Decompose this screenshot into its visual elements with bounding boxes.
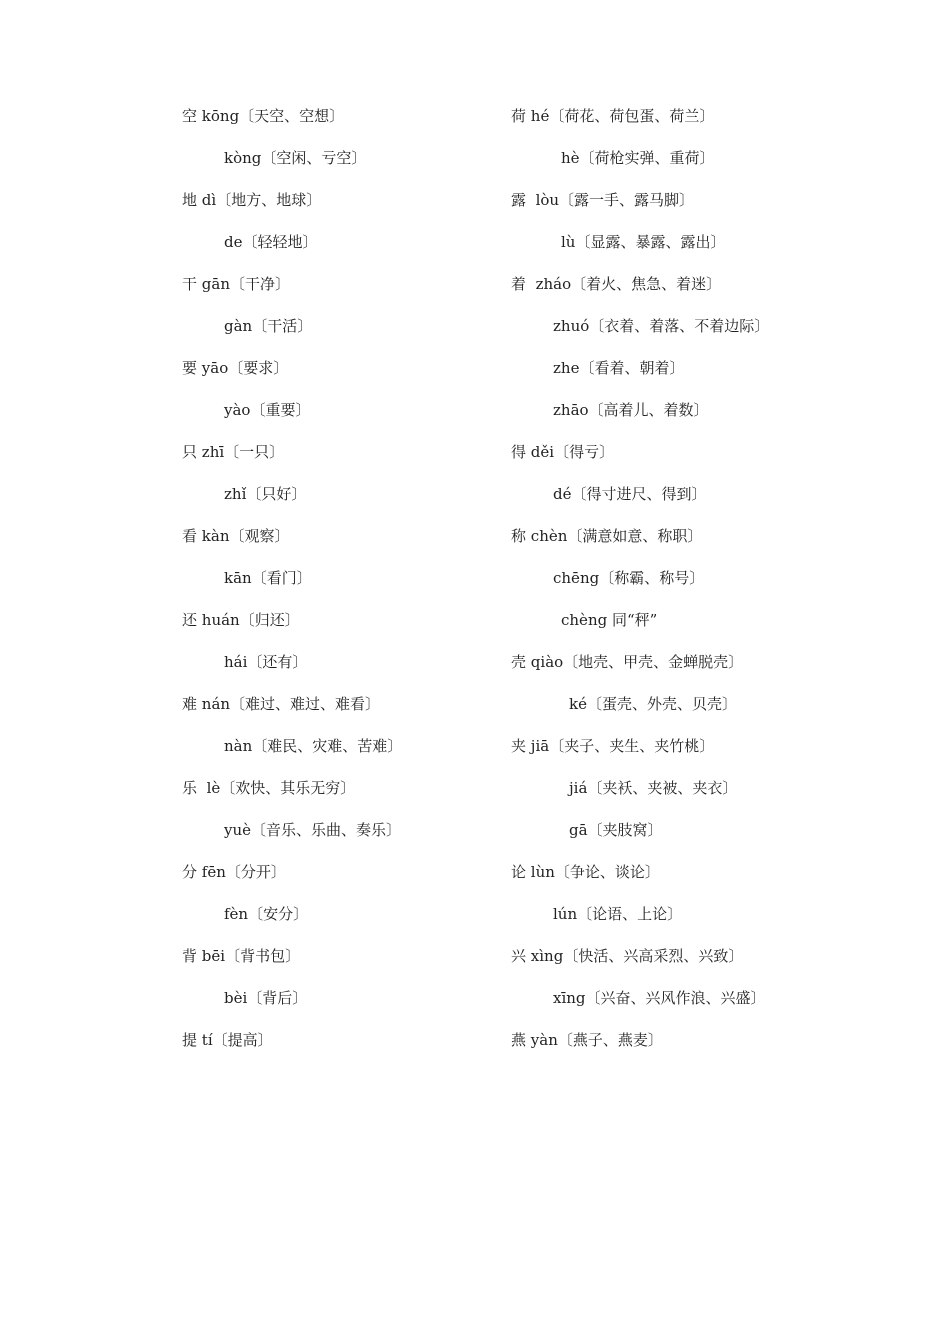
polyphone-entry (182, 607, 502, 649)
entry-pinyin-and-words: tí〔提高〕 (201, 1031, 273, 1049)
entry-pinyin-and-words: zháo〔着火、焦急、着迷〕 (535, 275, 722, 293)
polyphone-entry (182, 1027, 502, 1069)
entry-character: 分 (182, 863, 198, 881)
entry-character: 兴 (511, 947, 527, 965)
entry-pinyin-and-words: kōng〔天空、空想〕 (201, 107, 345, 125)
polyphone-entry (182, 271, 502, 313)
entry-pinyin-and-words: kàn〔观察〕 (201, 527, 290, 545)
entry-character: 空 (182, 107, 198, 125)
entry-pinyin-and-words: zhāo〔高着儿、着数〕 (553, 401, 709, 419)
entry-gap (526, 275, 536, 293)
entry-pinyin-and-words: qiào〔地壳、甲壳、金蝉脱壳〕 (530, 653, 744, 671)
polyphone-entry (511, 523, 931, 565)
pronunciation-variant (511, 313, 931, 355)
polyphone-entry (182, 187, 502, 229)
entry-pinyin-and-words: hè〔荷枪实弹、重荷〕 (561, 149, 715, 167)
entry-pinyin-and-words: děi〔得亏〕 (530, 443, 615, 461)
entry-pinyin-and-words: xìng〔快活、兴高采烈、兴致〕 (530, 947, 744, 965)
right-column (511, 103, 931, 1069)
entry-pinyin-and-words: lù〔显露、暴露、露出〕 (561, 233, 726, 251)
pronunciation-variant (182, 481, 502, 523)
entry-pinyin-and-words: nán〔难过、难过、难看〕 (201, 695, 381, 713)
entry-pinyin-and-words: huán〔归还〕 (201, 611, 300, 629)
entry-pinyin-and-words: yāo〔要求〕 (201, 359, 289, 377)
polyphone-entry (182, 859, 502, 901)
entry-pinyin-and-words: zhī〔一只〕 (201, 443, 285, 461)
entry-pinyin-and-words: zhuó〔衣着、着落、不着边际〕 (553, 317, 770, 335)
pronunciation-variant (511, 775, 931, 817)
entry-pinyin-and-words: bèi〔背后〕 (224, 989, 308, 1007)
entry-character: 着 (511, 275, 527, 293)
entry-pinyin-and-words: chèng 同“秤” (561, 611, 658, 629)
entry-pinyin-and-words: dì〔地方、地球〕 (201, 191, 322, 209)
entry-character: 提 (182, 1031, 198, 1049)
entry-character: 难 (182, 695, 198, 713)
entry-pinyin-and-words: lè〔欢快、其乐无穷〕 (206, 779, 356, 797)
entry-character: 论 (511, 863, 527, 881)
pronunciation-variant (511, 481, 931, 523)
entry-pinyin-and-words: gā〔夹肢窝〕 (569, 821, 663, 839)
entry-character: 还 (182, 611, 198, 629)
entry-pinyin-and-words: jiā〔夹子、夹生、夹竹桃〕 (530, 737, 715, 755)
entry-pinyin-and-words: chèn〔满意如意、称职〕 (530, 527, 703, 545)
polyphone-entry (511, 271, 931, 313)
entry-pinyin-and-words: gān〔干净〕 (201, 275, 291, 293)
pronunciation-variant (182, 565, 502, 607)
entry-pinyin-and-words: lòu〔露一手、露马脚〕 (535, 191, 695, 209)
pronunciation-variant (182, 817, 502, 859)
pronunciation-variant (511, 817, 931, 859)
polyphone-entry (511, 733, 931, 775)
entry-character: 夹 (511, 737, 527, 755)
entry-character: 地 (182, 191, 198, 209)
entry-pinyin-and-words: gàn〔干活〕 (224, 317, 313, 335)
entry-pinyin-and-words: nàn〔难民、灾难、苦难〕 (224, 737, 403, 755)
polyphone-entry (182, 775, 502, 817)
entry-character: 要 (182, 359, 198, 377)
pronunciation-variant (511, 397, 931, 439)
entry-pinyin-and-words: zhǐ〔只好〕 (224, 485, 307, 503)
polyphone-entry (511, 187, 931, 229)
entry-character: 露 (511, 191, 527, 209)
entry-pinyin-and-words: lún〔论语、上论〕 (553, 905, 683, 923)
entry-pinyin-and-words: yuè〔音乐、乐曲、奏乐〕 (224, 821, 402, 839)
polyphone-entry (182, 943, 502, 985)
polyphone-entry (511, 439, 931, 481)
polyphone-entry (182, 103, 502, 145)
left-column (182, 103, 502, 1069)
pronunciation-variant (511, 565, 931, 607)
polyphone-entry (511, 103, 931, 145)
entry-character: 得 (511, 443, 527, 461)
entry-pinyin-and-words: fēn〔分开〕 (201, 863, 286, 881)
polyphone-entry (182, 523, 502, 565)
entry-pinyin-and-words: jiá〔夹袄、夹被、夹衣〕 (569, 779, 738, 797)
entry-gap (526, 191, 536, 209)
entry-pinyin-and-words: yàn〔燕子、燕麦〕 (530, 1031, 663, 1049)
entry-pinyin-and-words: zhe〔看着、朝着〕 (553, 359, 685, 377)
pronunciation-variant (182, 145, 502, 187)
pronunciation-variant (182, 733, 502, 775)
pronunciation-variant (182, 985, 502, 1027)
entry-pinyin-and-words: hé〔荷花、荷包蛋、荷兰〕 (530, 107, 715, 125)
pronunciation-variant (511, 145, 931, 187)
polyphone-entry (511, 943, 931, 985)
entry-character: 干 (182, 275, 198, 293)
pronunciation-variant (511, 355, 931, 397)
entry-character: 背 (182, 947, 198, 965)
entry-character: 称 (511, 527, 527, 545)
entry-pinyin-and-words: xīng〔兴奋、兴风作浪、兴盛〕 (553, 989, 766, 1007)
pronunciation-variant (182, 313, 502, 355)
entry-pinyin-and-words: kòng〔空闲、亏空〕 (224, 149, 367, 167)
entry-pinyin-and-words: chēng〔称霸、称号〕 (553, 569, 705, 587)
entry-pinyin-and-words: dé〔得寸进尺、得到〕 (553, 485, 707, 503)
entry-character: 燕 (511, 1031, 527, 1049)
polyphone-entry (182, 439, 502, 481)
pronunciation-variant (182, 229, 502, 271)
pronunciation-variant (182, 901, 502, 943)
entry-pinyin-and-words: yào〔重要〕 (224, 401, 311, 419)
entry-character: 只 (182, 443, 198, 461)
entry-character: 壳 (511, 653, 527, 671)
entry-pinyin-and-words: hái〔还有〕 (224, 653, 308, 671)
entry-pinyin-and-words: lùn〔争论、谈论〕 (530, 863, 660, 881)
polyphone-entry (511, 649, 931, 691)
pronunciation-variant (182, 397, 502, 439)
entry-pinyin-and-words: bēi〔背书包〕 (201, 947, 301, 965)
pronunciation-variant (511, 229, 931, 271)
pronunciation-variant (511, 901, 931, 943)
entry-character: 乐 (182, 779, 198, 797)
entry-pinyin-and-words: de〔轻轻地〕 (224, 233, 318, 251)
polyphone-entry (182, 691, 502, 733)
entry-character: 荷 (511, 107, 527, 125)
pronunciation-variant (511, 691, 931, 733)
entry-pinyin-and-words: fèn〔安分〕 (224, 905, 309, 923)
polyphone-entry (511, 1027, 931, 1069)
pronunciation-variant (511, 607, 931, 649)
entry-pinyin-and-words: kān〔看门〕 (224, 569, 312, 587)
pronunciation-variant (511, 985, 931, 1027)
entry-character: 看 (182, 527, 198, 545)
entry-pinyin-and-words: ké〔蛋壳、外壳、贝壳〕 (569, 695, 737, 713)
entry-gap (197, 779, 207, 797)
polyphone-entry (511, 859, 931, 901)
polyphone-entry (182, 355, 502, 397)
pronunciation-variant (182, 649, 502, 691)
